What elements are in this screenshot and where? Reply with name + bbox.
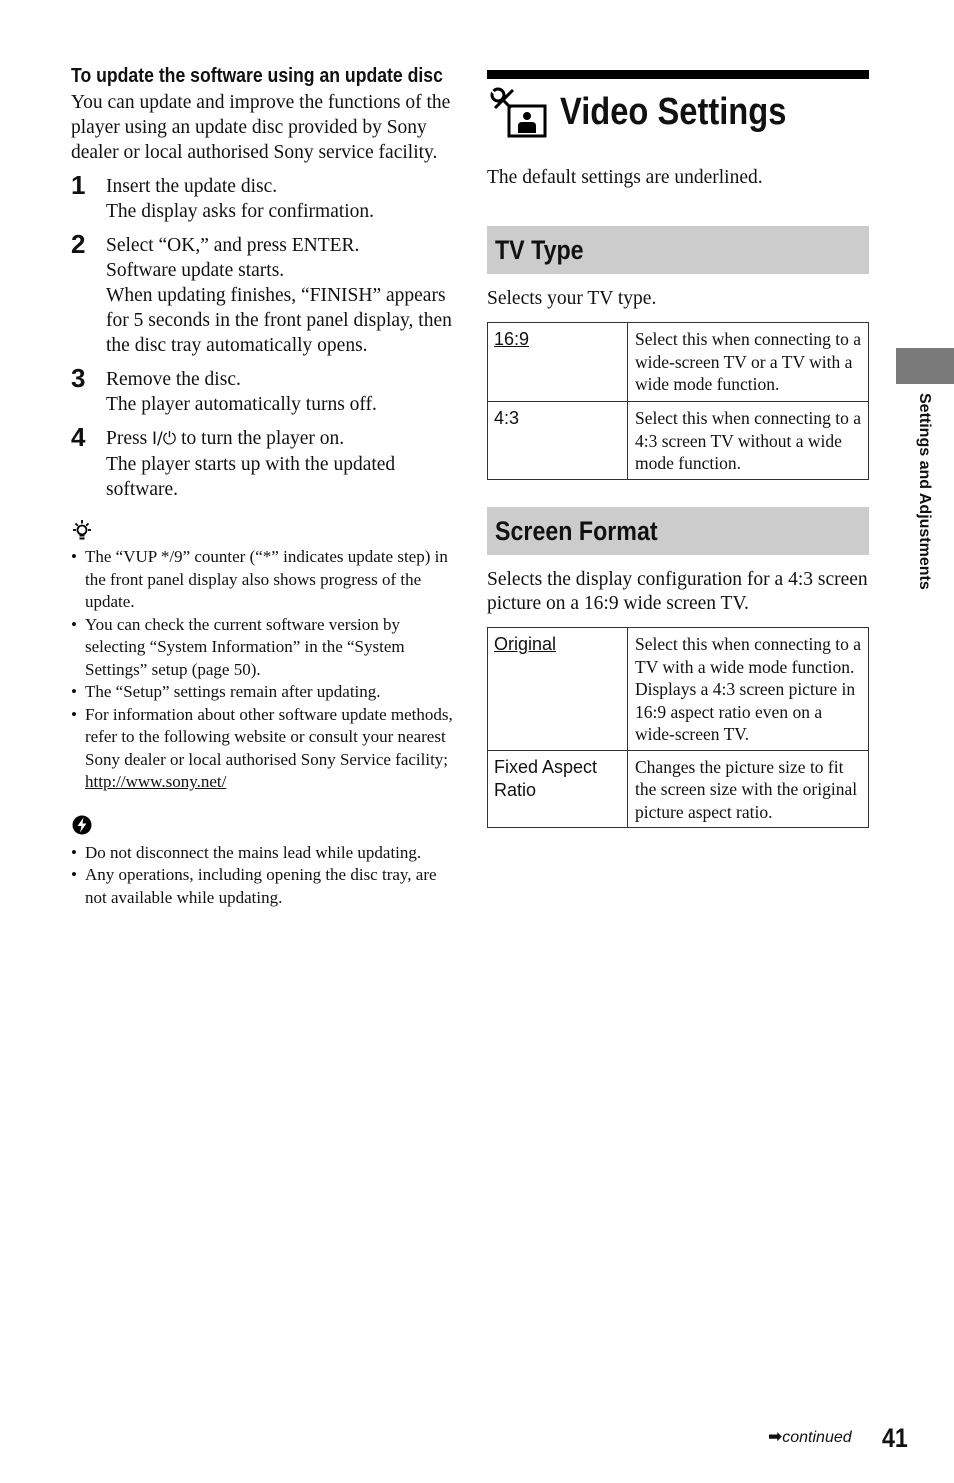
arrow-right-icon: ➡	[768, 1427, 783, 1446]
list-item	[71, 704, 456, 794]
step-text: Remove the disc.	[106, 369, 241, 390]
intro-paragraph: You can update and improve the functions of the player using an update disc provided by Sony dealer or local authorised Sony service facility.	[71, 92, 451, 163]
chapter-tab	[896, 348, 954, 384]
step-text: When updating finishes, “FINISH” appears for 5 seconds in the front panel display, then the disc tray automatically opens.	[106, 285, 452, 356]
right-column	[487, 70, 869, 828]
caution-note-icon	[71, 814, 456, 840]
continued-text: continued	[782, 1429, 852, 1446]
option-label: Fixed Aspect Ratio	[494, 756, 598, 800]
step-text: The display asks for confirmation.	[106, 201, 375, 222]
section-description: Selects your TV type.	[487, 288, 657, 309]
option-label: 4:3	[494, 408, 520, 428]
chapter-label	[911, 393, 941, 603]
step-text	[106, 426, 456, 452]
hints-list	[71, 546, 456, 794]
option-description: Select this when connecting to a 4:3 screen TV without a wide mode function.	[628, 402, 869, 480]
step-number: 4	[71, 422, 86, 452]
option-name	[488, 323, 628, 402]
step-2	[71, 229, 456, 358]
step-number: 2	[71, 229, 86, 259]
step-3	[71, 363, 456, 417]
option-description: Select this when connecting to a TV with a wide mode function. Displays a 4:3 screen picture in 16:9 aspect ratio even on a wide-screen TV.	[628, 628, 869, 751]
table-row	[488, 402, 869, 480]
title-rule	[487, 70, 869, 79]
list-item: • You can check the current software version by selecting “System Information” in the “System Settings” setup (page 50).	[71, 614, 456, 682]
list-item: • Do not disconnect the mains lead while updating.	[71, 842, 456, 865]
defaults-note: The default settings are underlined.	[487, 167, 763, 188]
list-item: • The “Setup” settings remain after updating.	[71, 681, 456, 704]
screen-format-table	[487, 627, 869, 828]
table-row	[488, 323, 869, 402]
step-text-rest: to turn the player on.	[181, 428, 345, 449]
option-description: Select this when connecting to a wide-screen TV or a TV with a wide mode function.	[628, 323, 869, 402]
page-title: Video Settings	[560, 91, 787, 133]
option-name	[488, 628, 628, 751]
step-text: The player starts up with the updated software.	[106, 454, 396, 500]
table-row	[488, 628, 869, 751]
step-text: Software update starts.	[106, 260, 285, 281]
step-text: Insert the update disc.	[106, 176, 278, 197]
section-description: Selects the display configuration for a 4:3 screen picture on a 16:9 wide screen TV.	[487, 569, 868, 614]
video-settings-icon	[489, 86, 547, 138]
step-text-press: Press	[106, 428, 148, 449]
table-row	[488, 750, 869, 828]
step-4	[71, 422, 456, 502]
continued-indicator	[768, 1427, 852, 1447]
sony-website-link[interactable]: http://www.sony.net/	[85, 772, 227, 791]
step-number: 1	[71, 170, 86, 200]
list-item: • Any operations, including opening the disc tray, are not available while updating.	[71, 864, 456, 909]
step-1	[71, 170, 456, 224]
section-title: Screen Format	[495, 515, 658, 546]
section-title: TV Type	[495, 234, 584, 265]
list-item: • The “VUP */9” counter (“*” indicates update step) in the front panel display also shows progress of the update.	[71, 546, 456, 614]
default-option-label: 16:9	[494, 329, 530, 349]
step-number: 3	[71, 363, 86, 393]
lightbulb-hint-icon	[71, 518, 456, 544]
left-column	[71, 62, 456, 909]
tv-type-header	[487, 226, 869, 274]
section-heading: To update the software using an update disc	[71, 64, 443, 87]
page-number: 41	[882, 1423, 908, 1453]
cautions-list	[71, 842, 456, 910]
tv-type-table	[487, 322, 869, 480]
step-text: Select “OK,” and press ENTER.	[106, 235, 360, 256]
title-row	[487, 83, 869, 141]
option-name	[488, 402, 628, 480]
default-option-label: Original	[494, 634, 557, 654]
power-button-icon: I/⏻	[152, 429, 177, 449]
chapter-label-text: Settings and Adjustments	[916, 393, 933, 590]
step-text: The player automatically turns off.	[106, 394, 377, 415]
option-name	[488, 750, 628, 828]
screen-format-header	[487, 507, 869, 555]
option-description: Changes the picture size to fit the screen size with the original picture aspect ratio.	[628, 750, 869, 828]
hint-text: For information about other software update methods, refer to the following website or consult your nearest Sony dealer or local authorised Sony Service facility;	[85, 704, 453, 769]
